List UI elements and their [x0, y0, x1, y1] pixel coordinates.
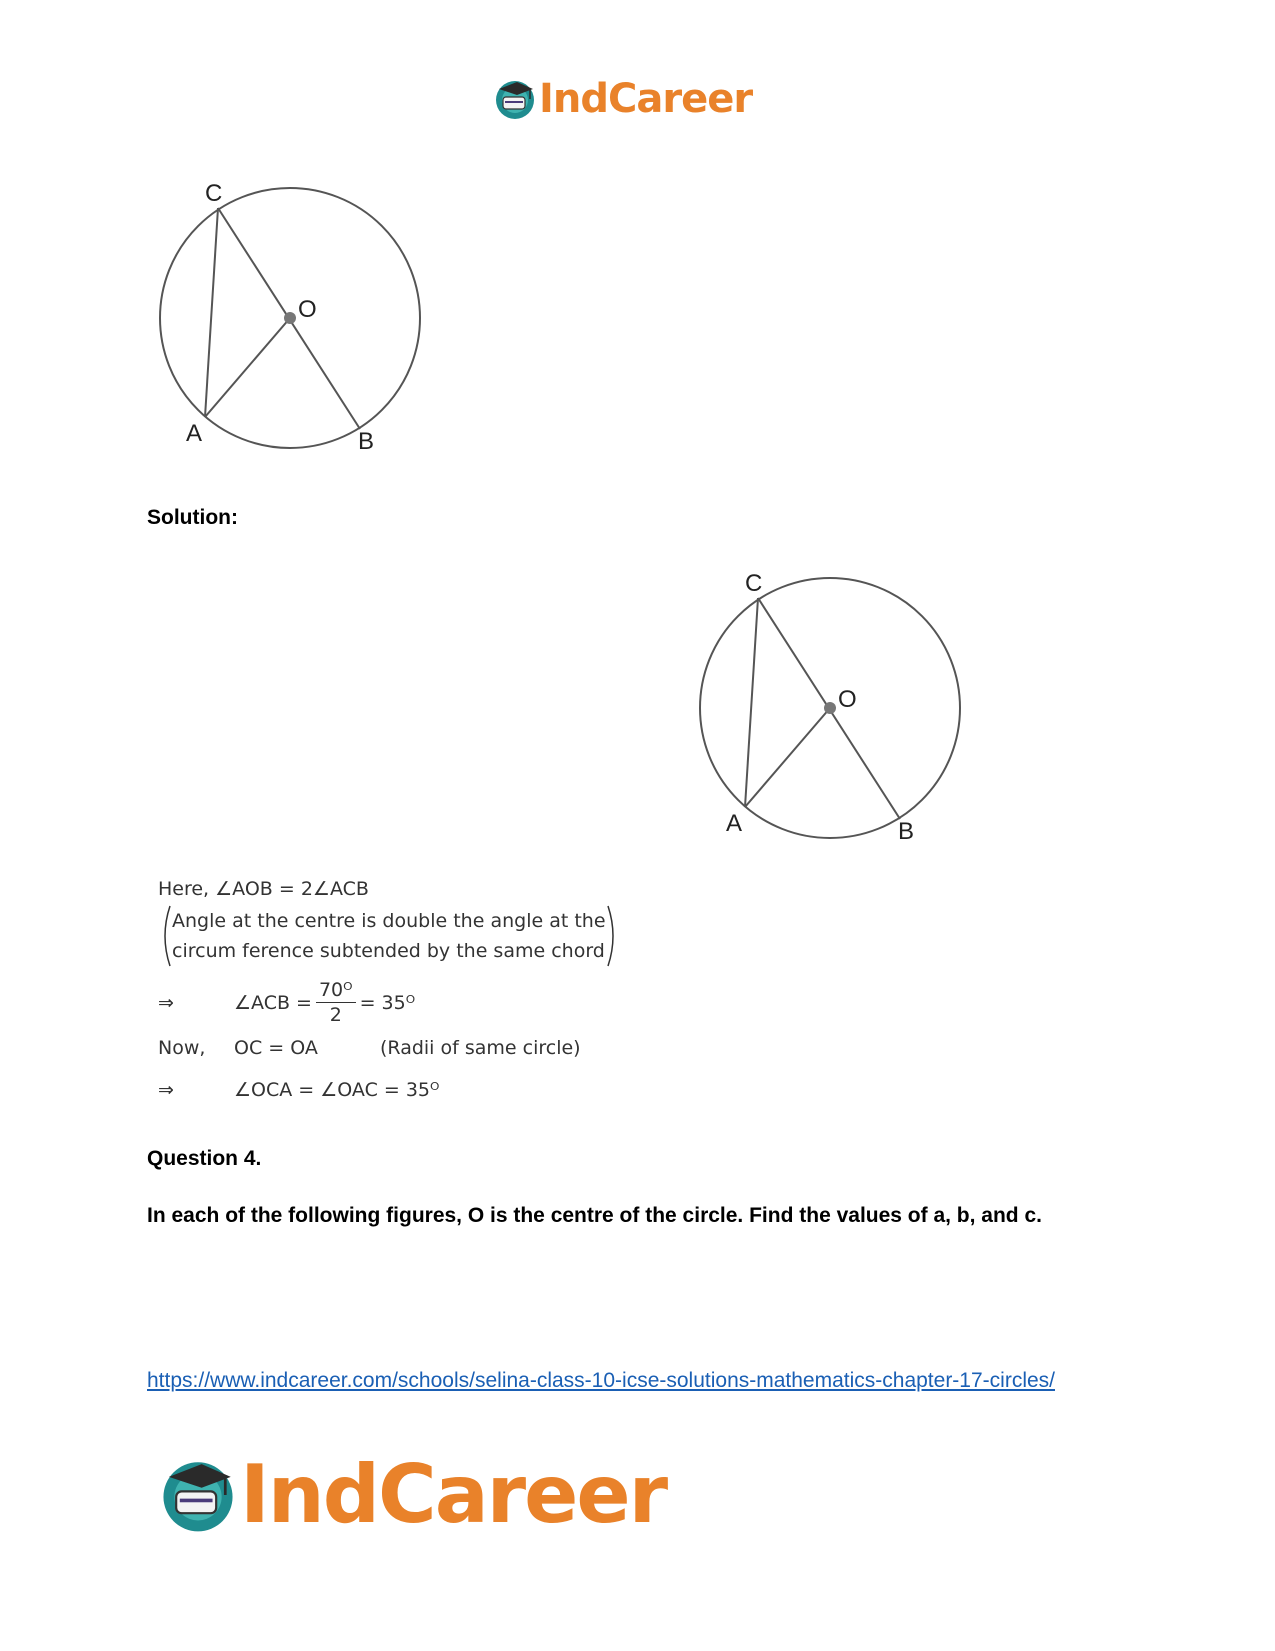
graduation-globe-icon — [493, 77, 537, 121]
right-paren — [606, 904, 620, 968]
footer-logo — [158, 1448, 666, 1541]
logo-wordmark: IndCareer — [539, 76, 753, 122]
implies-arrow: ⇒ — [158, 991, 174, 1014]
line4-prefix: Now, — [158, 1037, 206, 1059]
working-line-1: Here, ∠AOB = 2∠ACB — [158, 878, 369, 900]
working-line-3 — [158, 978, 415, 1027]
label-a: A — [726, 810, 743, 837]
centre-point — [824, 702, 836, 714]
reason-line-1: Angle at the centre is double the angle at the — [172, 910, 606, 932]
fraction — [316, 978, 356, 1027]
question-text: In each of the following figures, O is the centre of the circle. Find the values of a, b, and c. — [147, 1204, 1042, 1227]
circle-figure-1 — [150, 175, 440, 465]
line5-equation: ∠OCA = ∠OAC = 35ᴼ — [234, 1079, 440, 1101]
label-b: B — [898, 818, 915, 845]
left-paren — [158, 904, 172, 968]
label-c: C — [745, 570, 763, 597]
chord-ca — [745, 598, 758, 807]
radius-oa — [745, 708, 830, 807]
radius-oa — [205, 318, 290, 417]
working-line-5 — [158, 1079, 439, 1101]
line3-lhs: ∠ACB = — [234, 991, 312, 1014]
label-b: B — [358, 428, 375, 455]
line4-reason: (Radii of same circle) — [380, 1037, 581, 1059]
circle-figure-2 — [690, 565, 980, 855]
graduation-globe-icon — [158, 1455, 238, 1535]
chord-ca — [205, 208, 218, 417]
line4-equation: OC = OA — [234, 1037, 318, 1059]
fraction-numerator: 70ᴼ — [316, 978, 356, 1003]
label-o: O — [298, 296, 317, 323]
working-reason-block — [158, 904, 620, 968]
line3-rhs: = 35ᴼ — [359, 991, 416, 1014]
working-line-4 — [158, 1037, 581, 1059]
reason-line-2: circum ference subtended by the same chord — [172, 940, 605, 962]
logo-wordmark: IndCareer — [240, 1448, 667, 1541]
solution-heading: Solution: — [147, 506, 238, 529]
fraction-denominator: 2 — [329, 1004, 342, 1026]
implies-arrow: ⇒ — [158, 1079, 174, 1101]
question-heading: Question 4. — [147, 1147, 262, 1170]
header-logo — [493, 76, 752, 122]
footer-url-link[interactable]: https://www.indcareer.com/schools/selina-class-10-icse-solutions-mathematics-chapter-17-circles/ — [147, 1369, 1055, 1392]
label-o: O — [838, 686, 857, 713]
label-a: A — [186, 420, 203, 447]
centre-point — [284, 312, 296, 324]
label-c: C — [205, 180, 223, 207]
